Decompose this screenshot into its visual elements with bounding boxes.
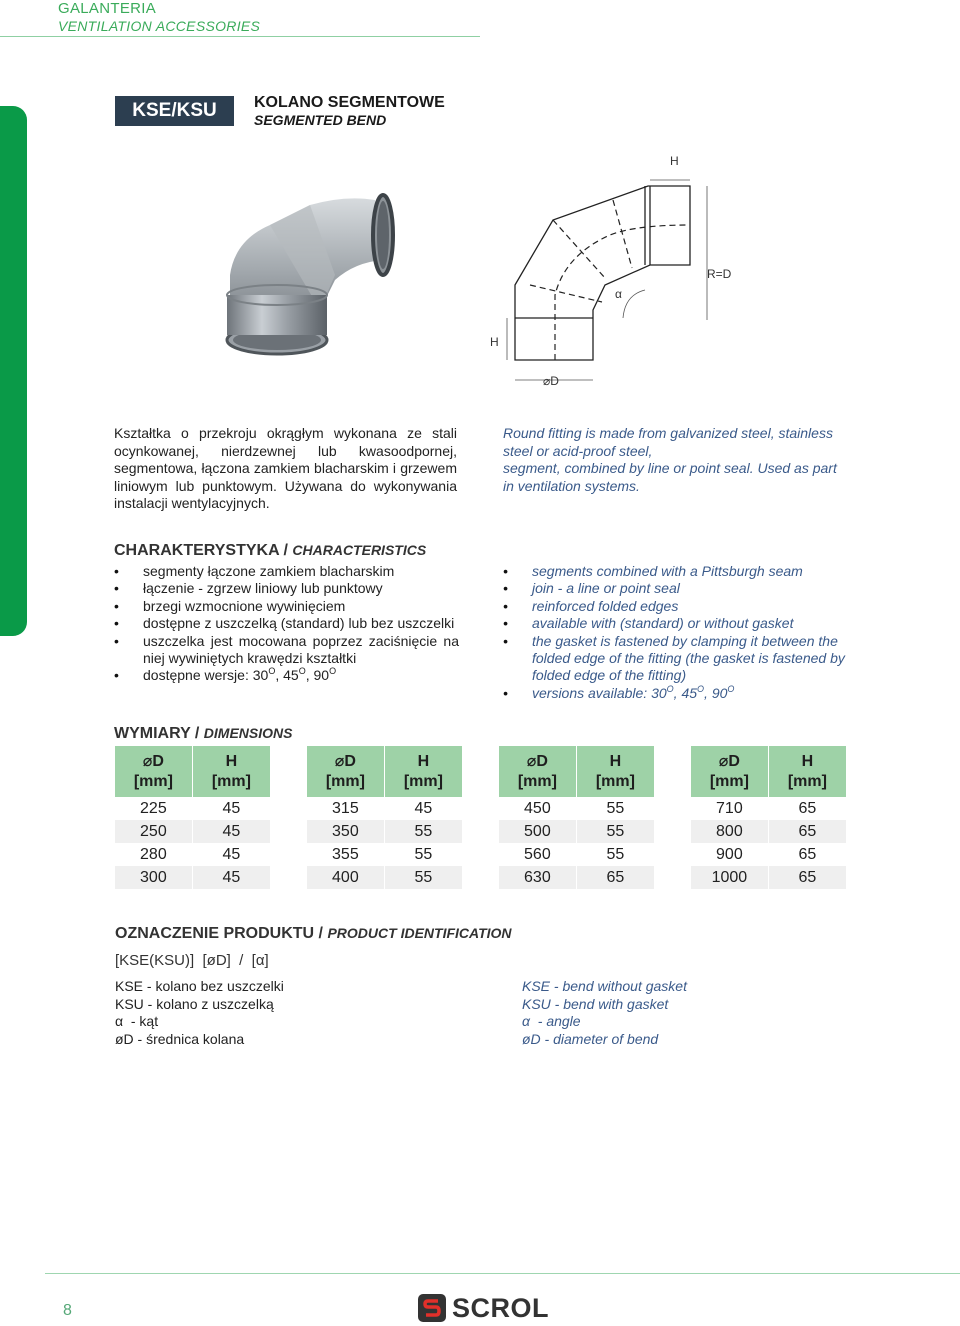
table-row: 560 55 [499, 843, 655, 866]
dimensions-table [306, 746, 462, 889]
brand-name: SCROL [452, 1292, 549, 1323]
degree-mark: O [697, 683, 705, 694]
column-header-d: ⌀D [mm] [115, 746, 193, 797]
dim-label-h-top: H [670, 154, 679, 168]
legend-item: α - angle [522, 1013, 581, 1030]
versions-prefix: dostępne wersje: [143, 667, 253, 684]
comma: , [275, 667, 284, 684]
column-header-h: H [mm] [384, 746, 462, 797]
list-item: • reinforced folded edges [503, 598, 853, 615]
version-value: 90 [313, 667, 330, 684]
table-row: 280 45 [115, 843, 271, 866]
product-code: KSE/KSU [132, 100, 217, 121]
list-item: • available with (standard) or without gasket [503, 615, 853, 632]
degree-mark: O [329, 666, 337, 677]
table-row: 450 55 [499, 797, 655, 820]
column-header-d: ⌀D [mm] [499, 746, 577, 797]
dimensions-heading [114, 725, 292, 743]
list-item-versions [503, 685, 853, 702]
heading-separator: / [314, 925, 328, 942]
dimensions-heading-en: DIMENSIONS [203, 725, 293, 741]
characteristics-list-en [503, 563, 853, 702]
version-value: 30 [252, 667, 269, 684]
description-en-line: segment, combined by line or point seal. Used as part [503, 460, 837, 476]
heading-separator: / [190, 725, 204, 742]
technical-drawing [485, 150, 745, 395]
version-value: 45 [681, 684, 698, 701]
dimensions-heading-pl: WYMIARY [114, 725, 191, 742]
page-number: 8 [63, 1302, 72, 1319]
description-en-line: steel or acid-proof steel, [503, 442, 653, 459]
product-title-en: SEGMENTED BEND [254, 112, 387, 128]
list-item: • the gasket is fastened by clamping it between the folded edge of the fitting (the gasket is fastened by folded edge of the fitting) [503, 633, 853, 685]
characteristics-list-pl [114, 563, 459, 685]
list-item: • uszczelka jest mocowana poprzez zaciśnięcie na niej wywiniętych krawędzi kształtki [114, 633, 459, 668]
product-title-pl: KOLANO SEGMENTOWE [254, 94, 445, 111]
description-pl: Kształtka o przekroju okrągłym wykonana ze stali ocynkowanej, nierdzewnej lub kwasoodpornej, segmentowa, łączona zamkiem blacharskim i grzewem liniowym lub punktowym. Używana do wykonywania instalacji wentylacyjnych. [114, 425, 457, 511]
characteristics-heading-pl: CHARAKTERYSTYKA [114, 542, 280, 559]
list-item: • brzegi wzmocnione wywinięciem [114, 598, 459, 615]
degree-mark: O [727, 683, 735, 694]
legend-pl [115, 978, 284, 1048]
table-row: 710 65 [691, 797, 847, 820]
comma: , [305, 667, 314, 684]
table-row: 800 65 [691, 820, 847, 843]
characteristics-heading [114, 542, 426, 560]
legend-item: øD - diameter of bend [522, 1030, 659, 1047]
version-value: 45 [283, 667, 299, 684]
product-photo [215, 190, 405, 365]
table-row: 900 65 [691, 843, 847, 866]
description-en [503, 425, 853, 495]
table-row: 250 45 [115, 820, 271, 843]
legend-item: KSE - bend without gasket [522, 978, 687, 994]
category-en: VENTILATION ACCESSORIES [58, 18, 261, 34]
description-en-line: Round fitting is made from galvanized steel, stainless [503, 425, 833, 441]
list-item: • segments combined with a Pittsburgh seam [503, 563, 853, 580]
version-value: 30 [651, 684, 667, 701]
comma: , [704, 684, 712, 701]
legend-item: KSU - kolano z uszczelką [115, 995, 274, 1012]
column-header-h: H [mm] [576, 746, 654, 797]
table-row: 300 45 [115, 866, 271, 889]
dim-label-rd: R=D [707, 267, 732, 281]
dimensions-table [690, 746, 846, 889]
dimensions-table [114, 746, 270, 889]
legend-item: øD - średnica kolana [115, 1030, 245, 1047]
legend-item: KSE - kolano bez uszczelki [115, 978, 284, 994]
degree-mark: O [268, 666, 276, 677]
heading-separator: / [279, 542, 293, 559]
list-item: • łączenie - zgrzew liniowy lub punktowy [114, 580, 459, 597]
dim-label-alpha: α [615, 287, 622, 301]
side-accent-tab [0, 106, 27, 636]
column-header-h: H [mm] [192, 746, 270, 797]
legend-en [522, 978, 687, 1048]
table-row: 355 55 [307, 843, 463, 866]
dim-label-h-side: H [490, 335, 499, 349]
identification-heading-pl: OZNACZENIE PRODUKTU [115, 925, 315, 942]
column-header-d: ⌀D [mm] [691, 746, 769, 797]
category-pl: GALANTERIA [58, 0, 157, 17]
product-code-badge [115, 96, 234, 126]
brand-logo [418, 1293, 549, 1323]
product-code-format: [KSE(KSU)] [øD] / [α] [115, 952, 269, 969]
legend-item: KSU - bend with gasket [522, 995, 669, 1012]
legend-item: α - kąt [115, 1013, 159, 1030]
list-item: • dostępne z uszczelką (standard) lub bez uszczelki [114, 615, 459, 632]
column-header-d: ⌀D [mm] [307, 746, 385, 797]
identification-heading [115, 925, 512, 943]
characteristics-heading-en: CHARACTERISTICS [292, 542, 427, 558]
table-row: 1000 65 [691, 866, 847, 889]
description-en-line: in ventilation systems. [503, 477, 640, 494]
table-row: 315 45 [307, 797, 463, 820]
version-value: 90 [711, 684, 728, 701]
table-row: 630 65 [499, 866, 655, 889]
table-row: 400 55 [307, 866, 463, 889]
header-divider [0, 36, 480, 37]
versions-prefix: versions available: [532, 684, 652, 701]
dimensions-table [498, 746, 654, 889]
table-row: 225 45 [115, 797, 271, 820]
list-item-versions [114, 667, 459, 684]
table-row: 500 55 [499, 820, 655, 843]
degree-mark: O [666, 683, 674, 694]
scrol-logo-icon [418, 1294, 446, 1322]
list-item: • join - a line or point seal [503, 580, 853, 597]
list-item: • segmenty łączone zamkiem blacharskim [114, 563, 459, 580]
identification-heading-en: PRODUCT IDENTIFICATION [327, 925, 512, 941]
column-header-h: H [mm] [768, 746, 846, 797]
footer-divider [45, 1273, 960, 1274]
table-row: 350 55 [307, 820, 463, 843]
comma: , [673, 684, 682, 701]
dim-label-d: ⌀D [543, 374, 559, 388]
degree-mark: O [298, 666, 306, 677]
